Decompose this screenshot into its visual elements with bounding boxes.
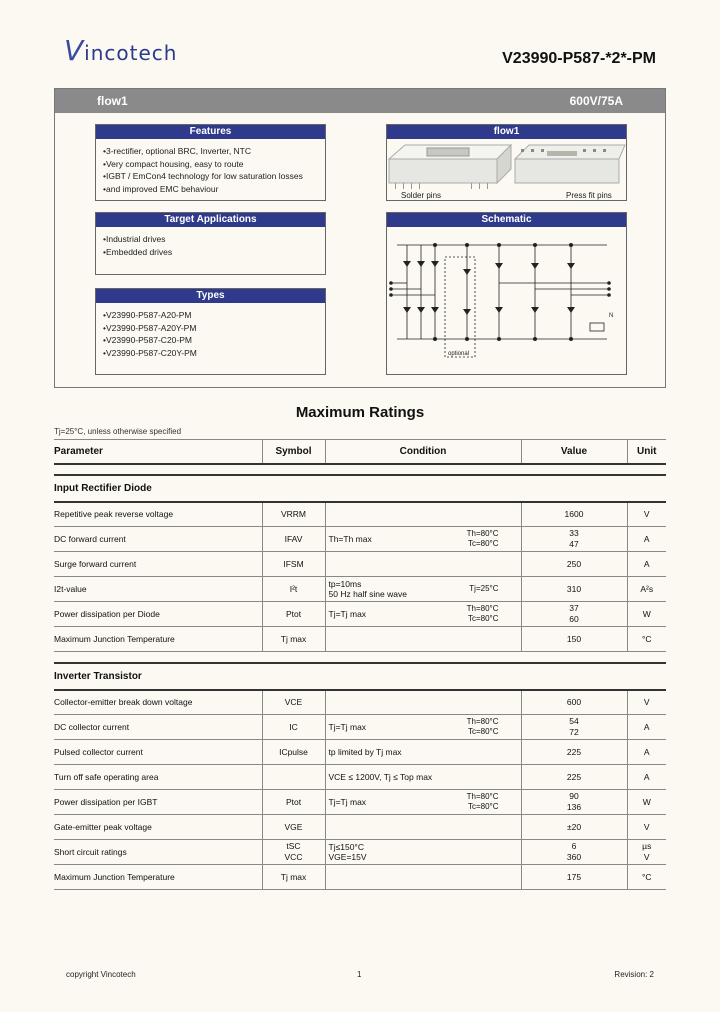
unit-cell: V	[627, 502, 666, 527]
value-cell: 225	[521, 740, 627, 765]
unit-cell: µs V	[627, 840, 666, 865]
condition-cell	[325, 865, 521, 890]
value-cell: ±20	[521, 815, 627, 840]
condition-cell	[325, 740, 521, 765]
table-row	[54, 840, 666, 865]
table-row	[54, 790, 666, 815]
ratings-table	[54, 439, 666, 890]
schematic-box	[386, 212, 627, 375]
gap-cell	[54, 464, 666, 475]
condition-cell	[325, 815, 521, 840]
ntc-label: N	[609, 313, 614, 319]
unit-cell: A	[627, 552, 666, 577]
condition-cell	[325, 690, 521, 715]
unit-cell: °C	[627, 865, 666, 890]
unit-cell: A²s	[627, 577, 666, 602]
symbol-cell: VCE	[262, 690, 325, 715]
condition-content	[326, 717, 521, 737]
condition-content	[326, 842, 521, 862]
parameter-cell: Maximum Junction Temperature	[54, 627, 262, 652]
feature-item: • 3-rectifier, optional BRC, Inverter, NTC	[103, 145, 319, 158]
condition-text: VCE ≤ 1200V, Tj ≤ Top max	[328, 772, 433, 782]
symbol-cell: Tj max	[262, 865, 325, 890]
parameter-cell: Power dissipation per Diode	[54, 602, 262, 627]
unit-cell: A	[627, 740, 666, 765]
value-cell: 225	[521, 765, 627, 790]
table-row	[54, 715, 666, 740]
product-overview-panel	[54, 88, 666, 388]
section-row	[54, 475, 666, 502]
condition-cell	[325, 552, 521, 577]
value-cell: 600	[521, 690, 627, 715]
types-box	[95, 288, 326, 375]
schematic-title: Schematic	[387, 213, 626, 227]
table-row	[54, 765, 666, 790]
target-applications-list	[96, 227, 325, 258]
table-row	[54, 627, 666, 652]
condition-note: Tj=25°C, unless otherwise specified	[54, 427, 182, 436]
condition-text: Tj=Tj max	[328, 609, 367, 619]
schematic-diagram	[387, 227, 626, 374]
unit-cell: A	[627, 765, 666, 790]
condition-content	[326, 529, 521, 549]
condition-text: Th=Th max	[328, 534, 372, 544]
condition-content	[326, 747, 521, 757]
value-cell: 54 72	[521, 715, 627, 740]
parameter-cell: Turn off safe operating area	[54, 765, 262, 790]
section-title: Inverter Transistor	[54, 663, 666, 690]
type-item: • V23990-P587-A20Y-PM	[103, 322, 319, 335]
condition-temp: Th=80°C Tc=80°C	[466, 529, 499, 548]
optional-label: optional	[448, 351, 470, 357]
parameter-cell: Pulsed collector current	[54, 740, 262, 765]
table-header-row	[54, 440, 666, 464]
value-cell: 310	[521, 577, 627, 602]
parameter-cell: Maximum Junction Temperature	[54, 865, 262, 890]
condition-text: Tj=Tj max	[328, 797, 367, 807]
symbol-cell: Ptot	[262, 790, 325, 815]
condition-cell	[325, 715, 521, 740]
document-title: V23990-P587-*2*-PM	[502, 50, 656, 67]
parameter-cell: Short circuit ratings	[54, 840, 262, 865]
symbol-cell	[262, 765, 325, 790]
parameter-cell: DC forward current	[54, 527, 262, 552]
header-parameter: Parameter	[54, 440, 262, 464]
symbol-cell: Tj max	[262, 627, 325, 652]
condition-temp: Tj=25°C	[469, 584, 499, 593]
unit-cell: °C	[627, 627, 666, 652]
product-family: flow1	[97, 94, 128, 108]
table-row	[54, 527, 666, 552]
parameter-cell: Surge forward current	[54, 552, 262, 577]
condition-cell	[325, 790, 521, 815]
application-item: • Industrial drives	[103, 233, 319, 246]
table-row	[54, 602, 666, 627]
caption-solder-pins: Solder pins	[401, 191, 442, 200]
value-cell: 37 60	[521, 602, 627, 627]
condition-cell	[325, 577, 521, 602]
symbol-cell: ICpulse	[262, 740, 325, 765]
unit-cell: A	[627, 527, 666, 552]
parameter-cell: Power dissipation per IGBT	[54, 790, 262, 815]
parameter-cell: DC collector current	[54, 715, 262, 740]
footer-copyright: copyright Vincotech	[66, 970, 136, 979]
condition-text: Tj=Tj max	[328, 722, 367, 732]
unit-cell: V	[627, 815, 666, 840]
value-cell: 1600	[521, 502, 627, 527]
features-list	[96, 139, 325, 195]
product-rating: 600V/75A	[569, 94, 623, 108]
application-item: • Embedded drives	[103, 246, 319, 259]
table-row	[54, 690, 666, 715]
value-cell: 150	[521, 627, 627, 652]
condition-content	[326, 604, 521, 624]
table-row	[54, 865, 666, 890]
vincotech-logo: Vincotech	[64, 34, 178, 67]
symbol-cell: I²t	[262, 577, 325, 602]
section-row	[54, 663, 666, 690]
target-applications-box	[95, 212, 326, 275]
condition-temp: Th=80°C Tc=80°C	[466, 604, 499, 623]
module-photo	[387, 139, 626, 200]
table-row	[54, 577, 666, 602]
footer-revision: Revision: 2	[614, 970, 654, 979]
symbol-cell: Ptot	[262, 602, 325, 627]
value-cell: 175	[521, 865, 627, 890]
type-item: • V23990-P587-C20Y-PM	[103, 347, 319, 360]
table-row	[54, 815, 666, 840]
features-title: Features	[96, 125, 325, 139]
value-cell: 6 360	[521, 840, 627, 865]
table-row	[54, 740, 666, 765]
symbol-cell: VGE	[262, 815, 325, 840]
types-list	[96, 303, 325, 359]
header-unit: Unit	[627, 440, 666, 464]
gap-cell	[54, 652, 666, 663]
parameter-cell: Collector-emitter break down voltage	[54, 690, 262, 715]
unit-cell: W	[627, 790, 666, 815]
value-cell: 90 136	[521, 790, 627, 815]
condition-cell	[325, 765, 521, 790]
unit-cell: W	[627, 602, 666, 627]
parameter-cell: Repetitive peak reverse voltage	[54, 502, 262, 527]
table-row	[54, 502, 666, 527]
condition-temp: Th=80°C Tc=80°C	[466, 717, 499, 736]
value-cell: 33 47	[521, 527, 627, 552]
photo-box-title: flow1	[387, 125, 626, 139]
target-applications-title: Target Applications	[96, 213, 325, 227]
symbol-cell: tSC VCC	[262, 840, 325, 865]
condition-temp: Th=80°C Tc=80°C	[466, 792, 499, 811]
condition-cell	[325, 527, 521, 552]
header-condition: Condition	[325, 440, 521, 464]
section-gap	[54, 464, 666, 475]
unit-cell: V	[627, 690, 666, 715]
feature-item: • Very compact housing, easy to route	[103, 158, 319, 171]
unit-cell: A	[627, 715, 666, 740]
footer-page-number: 1	[357, 970, 362, 979]
features-box	[95, 124, 326, 201]
condition-content	[326, 792, 521, 812]
symbol-cell: VRRM	[262, 502, 325, 527]
caption-press-fit-pins: Press fit pins	[566, 191, 612, 200]
type-item: • V23990-P587-A20-PM	[103, 309, 319, 322]
condition-content	[326, 772, 521, 782]
section-gap	[54, 652, 666, 663]
type-item: • V23990-P587-C20-PM	[103, 334, 319, 347]
condition-text: tp=10ms 50 Hz half sine wave	[328, 579, 407, 599]
parameter-cell: I2t-value	[54, 577, 262, 602]
feature-item: • IGBT / EmCon4 technology for low saturation losses	[103, 170, 319, 183]
feature-item: • and improved EMC behaviour	[103, 183, 319, 196]
symbol-cell: IFAV	[262, 527, 325, 552]
symbol-cell: IFSM	[262, 552, 325, 577]
value-cell: 250	[521, 552, 627, 577]
product-photo-box	[386, 124, 627, 201]
condition-text: tp limited by Tj max	[328, 747, 402, 757]
symbol-cell: IC	[262, 715, 325, 740]
header-value: Value	[521, 440, 627, 464]
table-row	[54, 552, 666, 577]
panel-header	[55, 89, 665, 113]
condition-content	[326, 579, 521, 599]
condition-cell	[325, 627, 521, 652]
condition-cell	[325, 602, 521, 627]
maximum-ratings-title: Maximum Ratings	[295, 404, 425, 421]
header-symbol: Symbol	[262, 440, 325, 464]
condition-text: Tj≤150°C VGE=15V	[328, 842, 367, 862]
parameter-cell: Gate-emitter peak voltage	[54, 815, 262, 840]
types-title: Types	[96, 289, 325, 303]
condition-cell	[325, 840, 521, 865]
section-title: Input Rectifier Diode	[54, 475, 666, 502]
condition-cell	[325, 502, 521, 527]
